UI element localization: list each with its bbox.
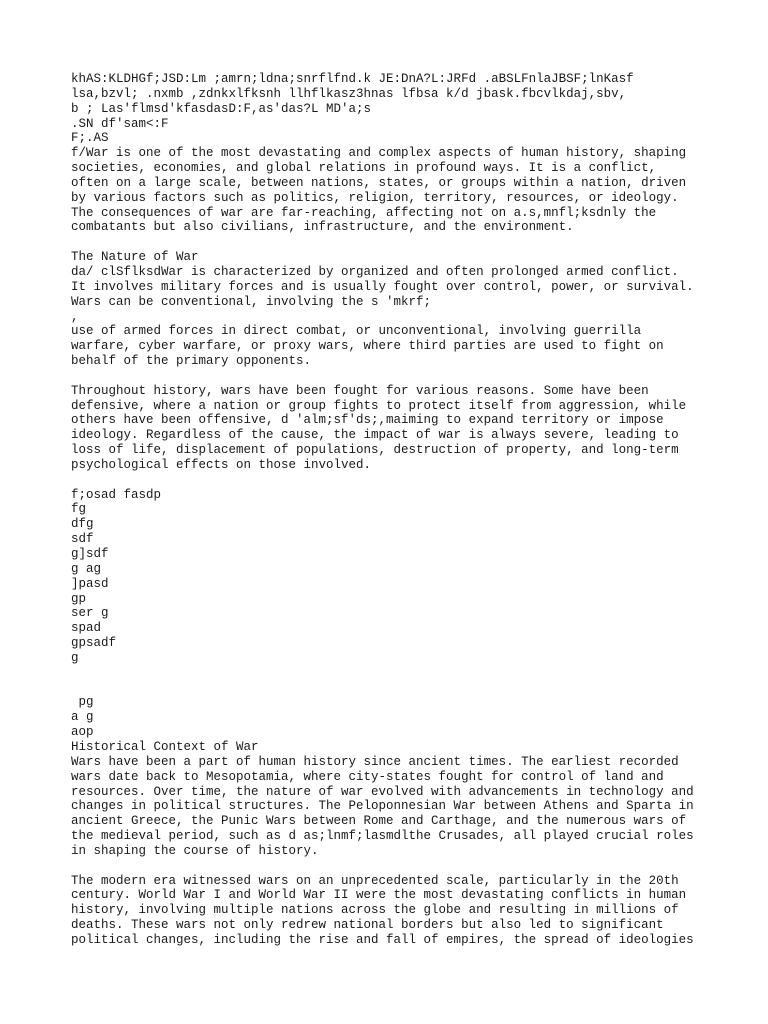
text-line: loss of life, displacement of populations, destruction of property, and long-term — [71, 443, 679, 458]
text-line: ser g — [71, 606, 109, 621]
text-line: behalf of the primary opponents. — [71, 354, 312, 369]
text-line: others have been offensive, d 'alm;sf'ds;,maiming to expand territory or impose — [71, 413, 664, 428]
text-line: Throughout history, wars have been fought for various reasons. Some have been — [71, 383, 649, 398]
text-line: g — [71, 650, 79, 665]
text-line: political changes, including the rise and fall of empires, the spread of ideologies — [71, 932, 694, 947]
text-line: da/ clSflksdWar is characterized by organized and often prolonged armed conflict. — [71, 264, 679, 279]
text-line: spad — [71, 621, 102, 636]
text-line: gpsadf — [71, 636, 117, 651]
text-line: century. World War I and World War II were the most devastating conflicts in human — [71, 888, 687, 903]
text-line: fg — [71, 502, 87, 517]
text-line: The consequences of war are far-reaching, affecting not on a.s,mnfl;ksdnly the — [71, 205, 657, 220]
text-line — [71, 859, 711, 874]
text-line: deaths. These wars not only redrew national borders but also led to significant — [71, 918, 664, 933]
text-line: g]sdf — [71, 547, 109, 561]
text-line: lsa,bzvl; .nxmb ,zdnkxlfksnh llhflkasz3hnas lfbsa k/d jbask.fbcvlkdaj,sbv, — [71, 86, 627, 101]
text-line: warfare, cyber warfare, or proxy wars, where third parties are used to fight on — [71, 339, 664, 354]
text-line: history, involving multiple nations across the globe and resulting in millions of — [71, 903, 679, 918]
text-line — [71, 666, 711, 681]
text-line: societies, economies, and global relations in profound ways. It is a conflict, — [71, 161, 657, 176]
text-line: The Nature of War — [71, 250, 199, 265]
text-line: The modern era witnessed wars on an unprecedented scale, particularly in the 20th — [71, 873, 679, 888]
text-line — [71, 369, 711, 384]
text-line: defensive, where a nation or group fights to protect itself from aggression, while — [71, 398, 687, 413]
text-line: in shaping the course of history. — [71, 843, 319, 858]
text-line: dfg — [71, 517, 94, 532]
text-line: f/War is one of the most devastating and complex aspects of human history, shaping — [71, 146, 687, 161]
text-line: It involves military forces and is usually fought over control, power, or survival. — [71, 279, 694, 294]
text-line: khAS:KLDHGf;JSD:Lm ;amrn;ldna;snrflfnd.k JE:DnA?L:JRFd .aBSLFnlaJBSF;lnKasf — [71, 72, 634, 86]
text-line: wars date back to Mesopotamia, where city-states fought for control of land and — [71, 769, 664, 784]
text-line: sdf — [71, 532, 94, 547]
text-line: Wars can be conventional, involving the s 'mkrf; — [71, 294, 432, 309]
text-line: a g — [71, 710, 94, 725]
text-line: F;.AS — [71, 131, 109, 146]
text-line: ideology. Regardless of the cause, the impact of war is always severe, leading to — [71, 428, 679, 443]
text-line: aop — [71, 725, 94, 740]
text-line: b ; Las'flmsd'kfasdasD:F,as'das?L MD'a;s — [71, 101, 372, 116]
text-line: Historical Context of War — [71, 739, 259, 754]
text-line: use of armed forces in direct combat, or unconventional, involving guerrilla — [71, 324, 642, 339]
text-line: changes in political structures. The Peloponnesian War between Athens and Sparta in — [71, 799, 694, 814]
text-line: combatants but also civilians, infrastructure, and the environment. — [71, 220, 574, 235]
text-line: g ag — [71, 561, 102, 576]
text-line: Wars have been a part of human history since ancient times. The earliest recorded — [71, 754, 679, 769]
text-line: the medieval period, such as d as;lnmf;lasmdlthe Crusades, all played crucial roles — [71, 829, 694, 844]
text-line: f;osad fasdp — [71, 487, 162, 502]
text-line — [71, 235, 711, 250]
text-line — [71, 681, 711, 696]
text-line: often on a large scale, between nations, states, or groups within a nation, driven — [71, 175, 687, 190]
text-line: ]pasd — [71, 576, 109, 591]
text-line: , — [71, 309, 79, 324]
text-line: .SN df'sam<:F — [71, 116, 169, 131]
text-line — [71, 473, 711, 488]
text-line: pg — [71, 695, 94, 710]
text-line: ancient Greece, the Punic Wars between Rome and Carthage, and the numerous wars of — [71, 814, 687, 829]
text-line: gp — [71, 591, 87, 606]
text-line: by various factors such as politics, religion, territory, resources, or ideology. — [71, 190, 679, 205]
document-text-body — [71, 72, 711, 948]
text-line: psychological effects on those involved. — [71, 457, 372, 472]
text-line: resources. Over time, the nature of war evolved with advancements in technology and — [71, 784, 694, 799]
